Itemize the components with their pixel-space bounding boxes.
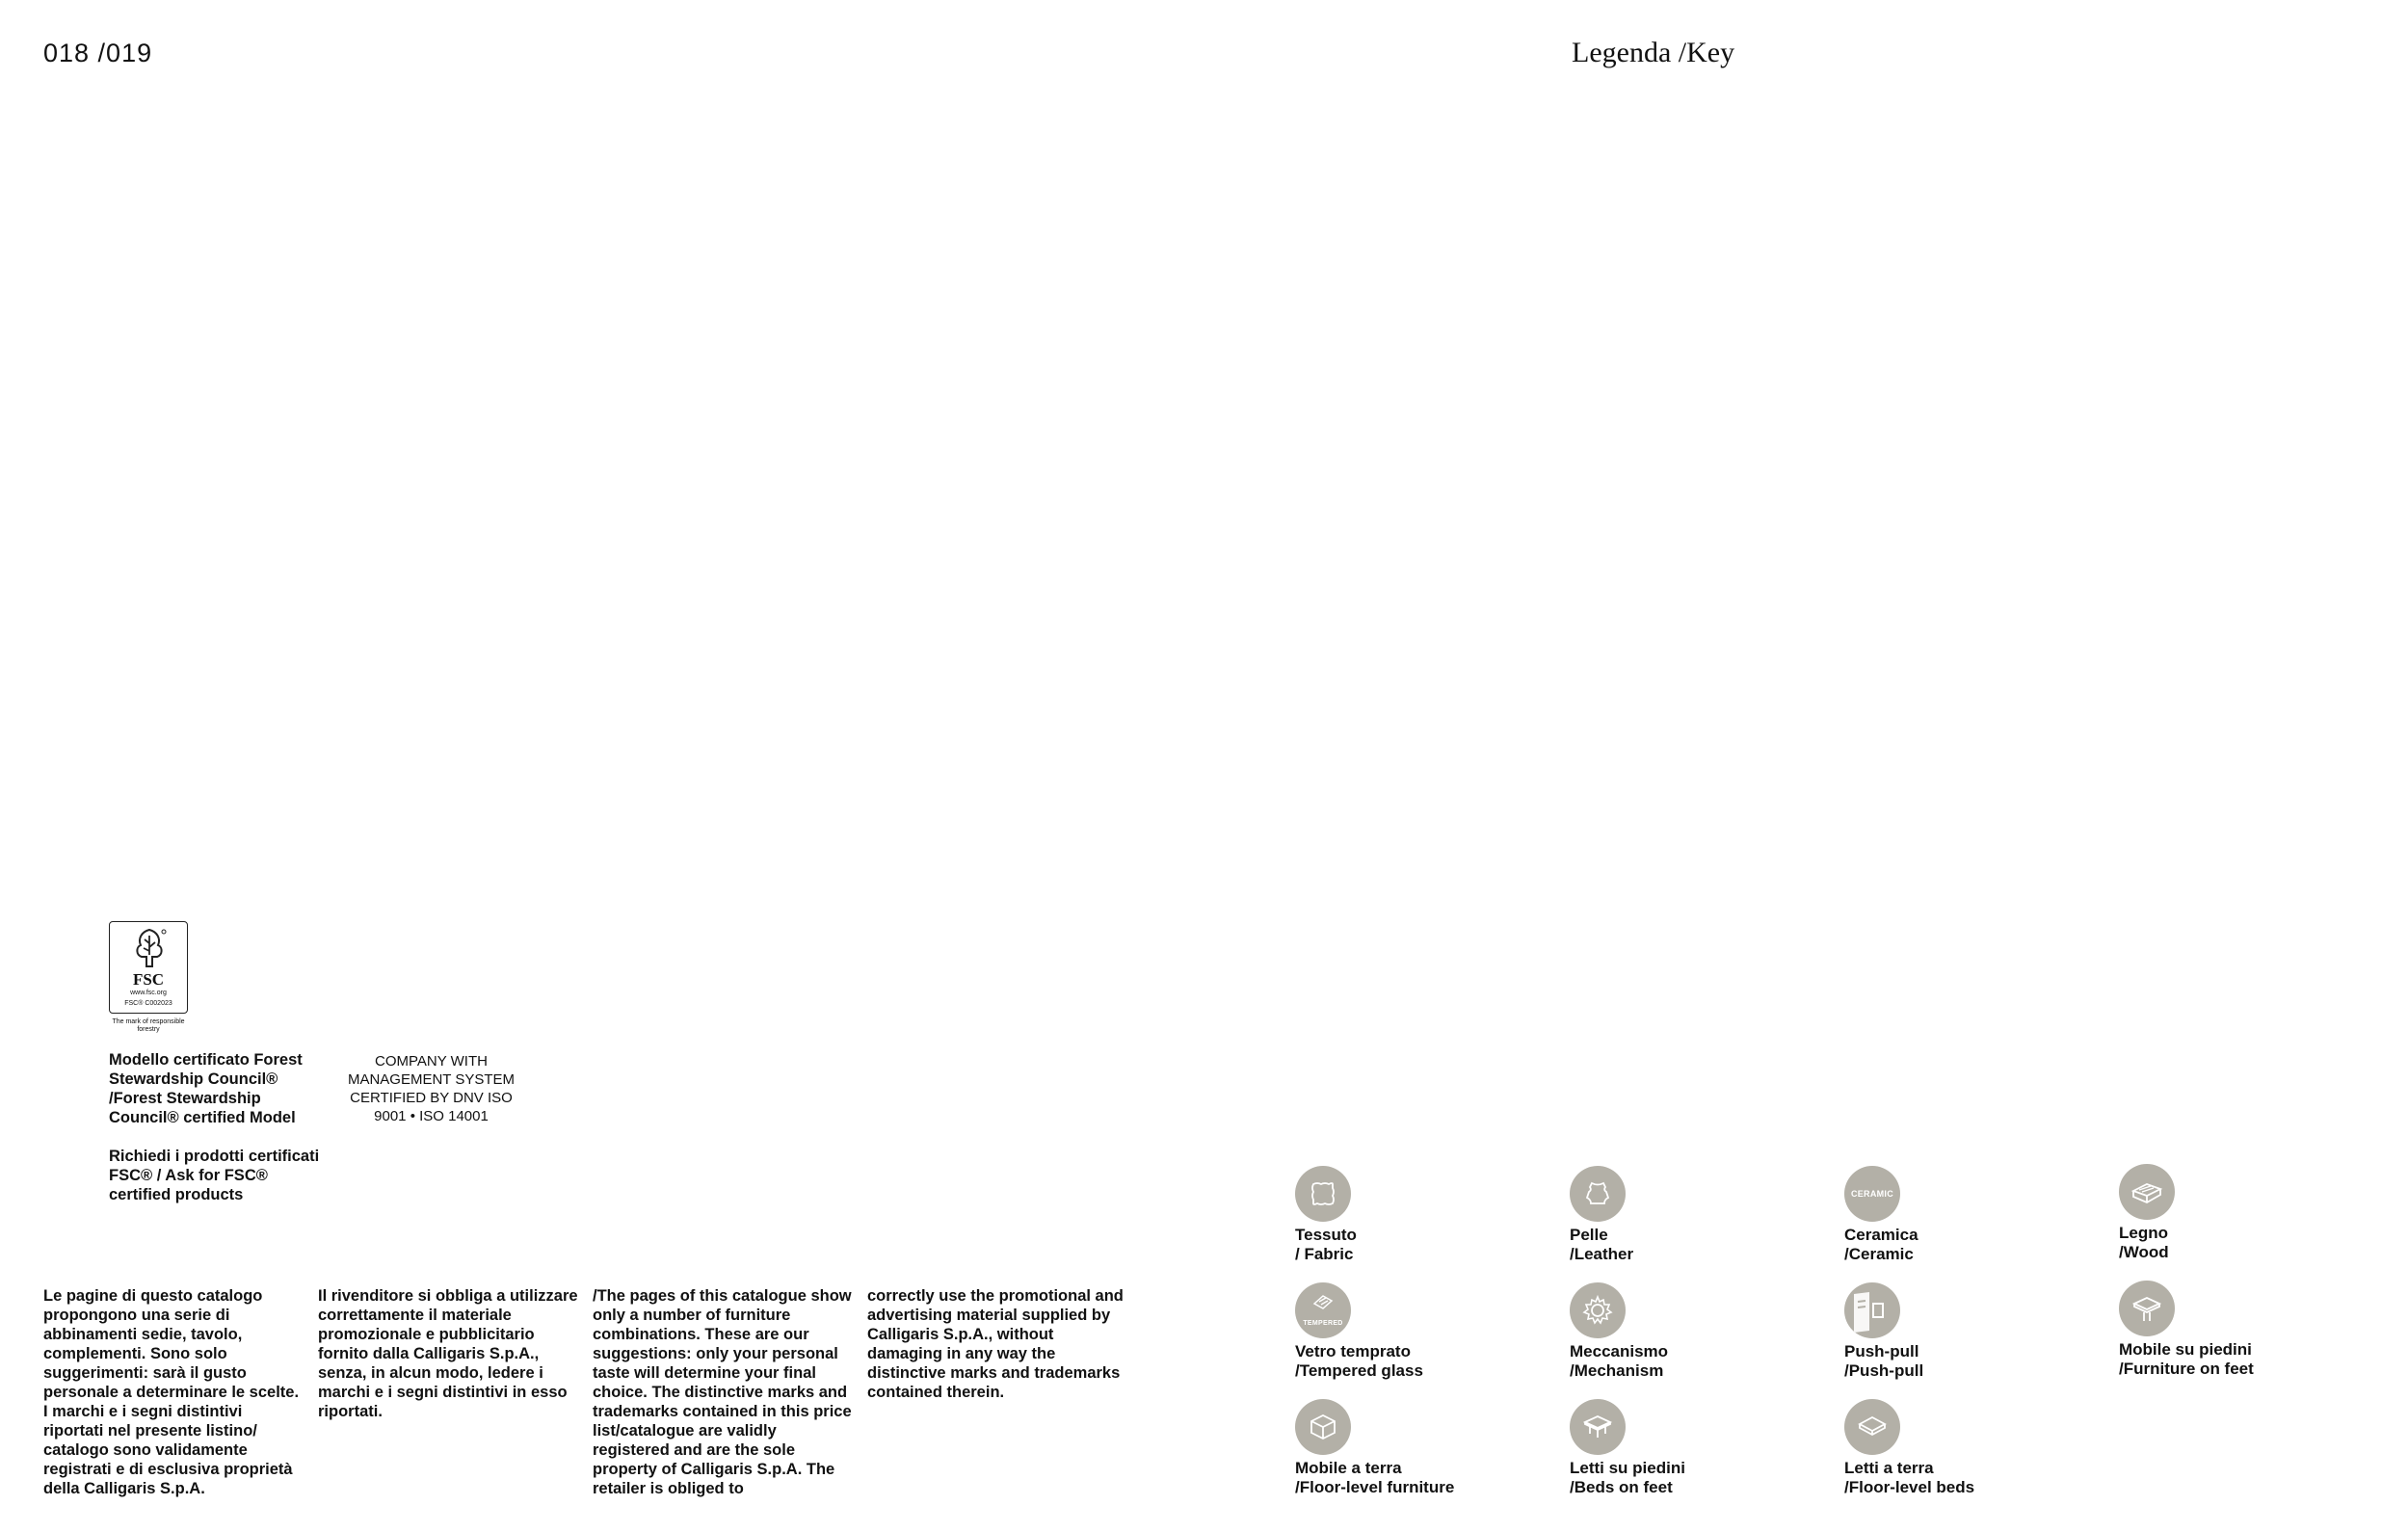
disclaimer-column-3: /The pages of this catalogue show only a number of furniture combinations. These are our suggestions: only your personal taste will determine your final choice. The distinctive marks and trademarks contained in this price list/catalogue are validly registered and are the sole property of Calligaris S.p.A. The retailer is obliged to [593,1287,852,1497]
fsc-logo [109,921,190,1037]
legend-label: Tessuto / Fabric [1295,1226,1357,1263]
beds-on-feet-icon [1570,1399,1626,1455]
key-title: Legenda /Key [1572,37,1735,68]
legend-item-leather [1570,1166,1839,1264]
legend-item-ceramic [1844,1166,2114,1264]
legend-label: Vetro temprato /Tempered glass [1295,1342,1423,1380]
certification-text [109,1050,331,1224]
wood-icon [2119,1164,2175,1220]
legend-item-wood [2119,1164,2389,1262]
legend-item-push-pull [1844,1282,2114,1381]
ceramic-icon [1844,1166,1900,1222]
legend-label: Letti a terra /Floor-level beds [1844,1459,1975,1496]
disclaimer-column-2: Il rivenditore si obbliga a utilizzare correttamente il materiale promozionale e pubblicitario fornito dalla Calligaris S.p.A., senza, in alcun modo, ledere i marchi e i segni distintivi in esso riportati. [318,1287,578,1420]
mechanism-icon [1570,1282,1626,1338]
fsc-ask-text: Richiedi i prodotti certificati FSC® / Ask for FSC® certified products [109,1148,320,1203]
dnv-certification: COMPANY WITH MANAGEMENT SYSTEM CERTIFIED BY DNV ISO 9001 • ISO 14001 [347,1053,516,1124]
tempered-glass-icon [1295,1282,1351,1338]
legend-item-floor-level-furniture [1295,1399,1565,1497]
legend-item-fabric [1295,1166,1565,1264]
leather-icon [1570,1166,1626,1222]
tempered-icon-text: TEMPERED [1303,1320,1343,1327]
legend-label: Ceramica /Ceramic [1844,1226,1918,1263]
legend-label: Mobile su piedini /Furniture on feet [2119,1340,2254,1378]
furniture-on-feet-icon [2119,1281,2175,1336]
fsc-word: FSC [132,970,165,989]
fsc-code: FSC® C002023 [124,1000,172,1007]
floor-level-beds-icon [1844,1399,1900,1455]
disclaimer-column-1: Le pagine di questo catalogo propongono una serie di abbinamenti sedie, tavolo, complementi. Sono solo suggerimenti: sarà il gusto personale a determinare le scelte. I marchi e i segni distintivi riportati nel presente listino/ catalogo sono validamente registrati e di esclusiva proprietà della Calligaris S.p.A. [43,1287,300,1497]
legend-label: Push-pull /Push-pull [1844,1342,1924,1380]
legend-item-tempered-glass [1295,1282,1565,1381]
legend-item-floor-level-beds [1844,1399,2114,1497]
disclaimer-column-4: correctly use the promotional and advertising material supplied by Calligaris S.p.A., without damaging in any way the distinctive marks and trademarks contained therein. [867,1287,1124,1401]
ceramic-icon-text: CERAMIC [1850,1189,1894,1199]
fabric-icon [1295,1166,1351,1222]
legend-label: Meccanismo /Mechanism [1570,1342,1669,1380]
fsc-tagline: The mark of responsible forestry [112,1018,185,1033]
fsc-site: www.fsc.org [130,990,167,996]
fsc-model-text: Modello certificato Forest Stewardship Council® /Forest Stewardship Council® certified Model [109,1051,303,1126]
push-pull-icon [1844,1282,1900,1338]
legend-item-beds-on-feet [1570,1399,1839,1497]
legend-label: Legno /Wood [2119,1224,2169,1261]
fsc-tree-icon [127,926,172,970]
page-number: 018 /019 [43,39,153,67]
legend-item-mechanism [1570,1282,1839,1381]
legend-label: Pelle /Leather [1570,1226,1634,1263]
floor-level-furniture-icon [1295,1399,1351,1455]
legend-label: Letti su piedini /Beds on feet [1570,1459,1685,1496]
legend-item-furniture-on-feet [2119,1281,2389,1379]
legend-label: Mobile a terra /Floor-level furniture [1295,1459,1455,1496]
